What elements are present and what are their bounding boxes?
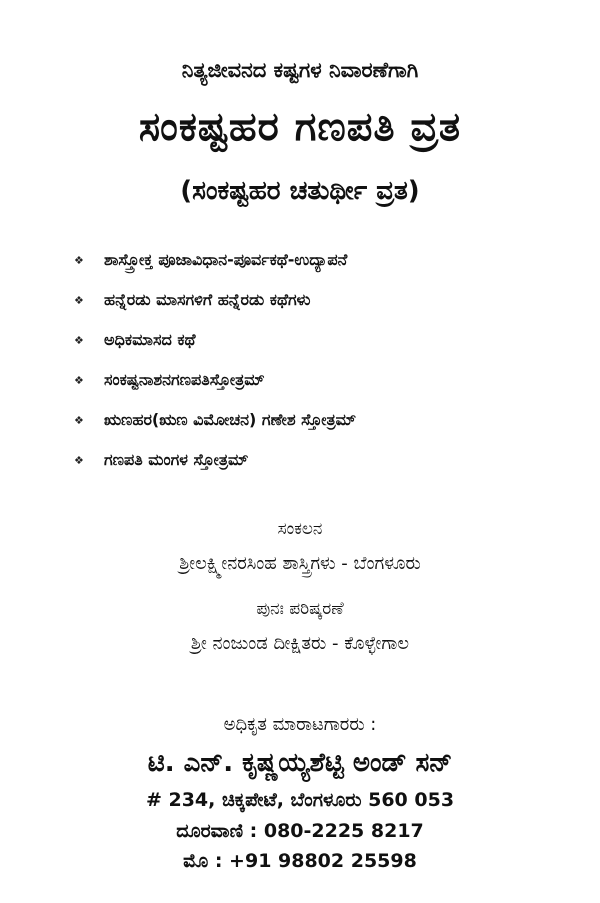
diamond-bullet-icon: ❖ [74,253,84,267]
contents-list [74,244,554,484]
diamond-bullet-icon: ❖ [74,293,84,307]
diamond-bullet-icon: ❖ [74,413,84,427]
contents-item [74,444,554,476]
publisher-address: # 234, ಚಿಕ್ಕಪೇಟೆ, ಬೆಂಗಳೂರು 560 053 [145,789,455,811]
diamond-bullet-icon: ❖ [74,333,84,347]
diamond-bullet-icon: ❖ [74,373,84,387]
publisher-phone: ದೂರವಾಣಿ : 080-2225 8217 [176,820,424,842]
contents-item [74,244,554,276]
compiled-label: ಸಂಕಲನ [277,519,323,539]
publisher-label: ಅಧಿಕೃತ ಮಾರಾಟಗಾರರು : [223,714,377,735]
contents-item-text: ಸಂಕಷ್ಟನಾಶನಗಣಪತಿಸ್ತೋತ್ರಮ್ [104,370,265,389]
revised-by: ಶ್ರೀ ನಂಜುಂಡ ದೀಕ್ಷಿತರು - ಕೊಳ್ಳೇಗಾಲ [190,633,410,654]
diamond-bullet-icon: ❖ [74,453,84,467]
book-alt-title: (ಸಂಕಷ್ಟಹರ ಚತುರ್ಥೀ ವ್ರತ) [180,176,420,206]
revised-label: ಪುನಃ ಪರಿಷ್ಕರಣೆ [256,599,344,619]
publisher-mobile: ಮೊ : +91 98802 25598 [183,850,417,872]
contents-item-text: ಗಣಪತಿ ಮಂಗಳ ಸ್ತೋತ್ರಮ್ [104,450,249,469]
book-subtitle: ನಿತ್ಯಜೀವನದ ಕಷ್ಟಗಳ ನಿವಾರಣೆಗಾಗಿ [181,58,419,82]
contents-item-text: ಅಧಿಕಮಾಸದ ಕಥೆ [104,330,196,349]
contents-item [74,284,554,316]
book-title: ಸಂಕಷ್ಟಹರ ಗಣಪತಿ ವ್ರತ [138,104,462,150]
contents-item [74,324,554,356]
contents-item-text: ಶಾಸ್ತ್ರೋಕ್ತ ಪೂಜಾವಿಧಾನ-ಪೂರ್ವಕಥೆ-ಉದ್ಯಾಪನೆ [104,250,348,269]
publisher-name: ಟಿ. ಎನ್. ಕೃಷ್ಣಯ್ಯಶೆಟ್ಟಿ ಅಂಡ್ ಸನ್ [147,748,453,778]
compiled-by: ಶ್ರೀಲಕ್ಷ್ಮೀನರಸಿಂಹ ಶಾಸ್ತ್ರಿಗಳು - ಬೆಂಗಳೂರು [179,553,421,574]
contents-item [74,404,554,436]
contents-item-text: ಹನ್ನೆರಡು ಮಾಸಗಳಿಗೆ ಹನ್ನೆರಡು ಕಥೆಗಳು [104,290,311,309]
contents-item [74,364,554,396]
contents-item-text: ಋಣಹರ(ಋಣ ವಿಮೋಚನ) ಗಣೇಶ ಸ್ತೋತ್ರಮ್ [104,410,357,429]
